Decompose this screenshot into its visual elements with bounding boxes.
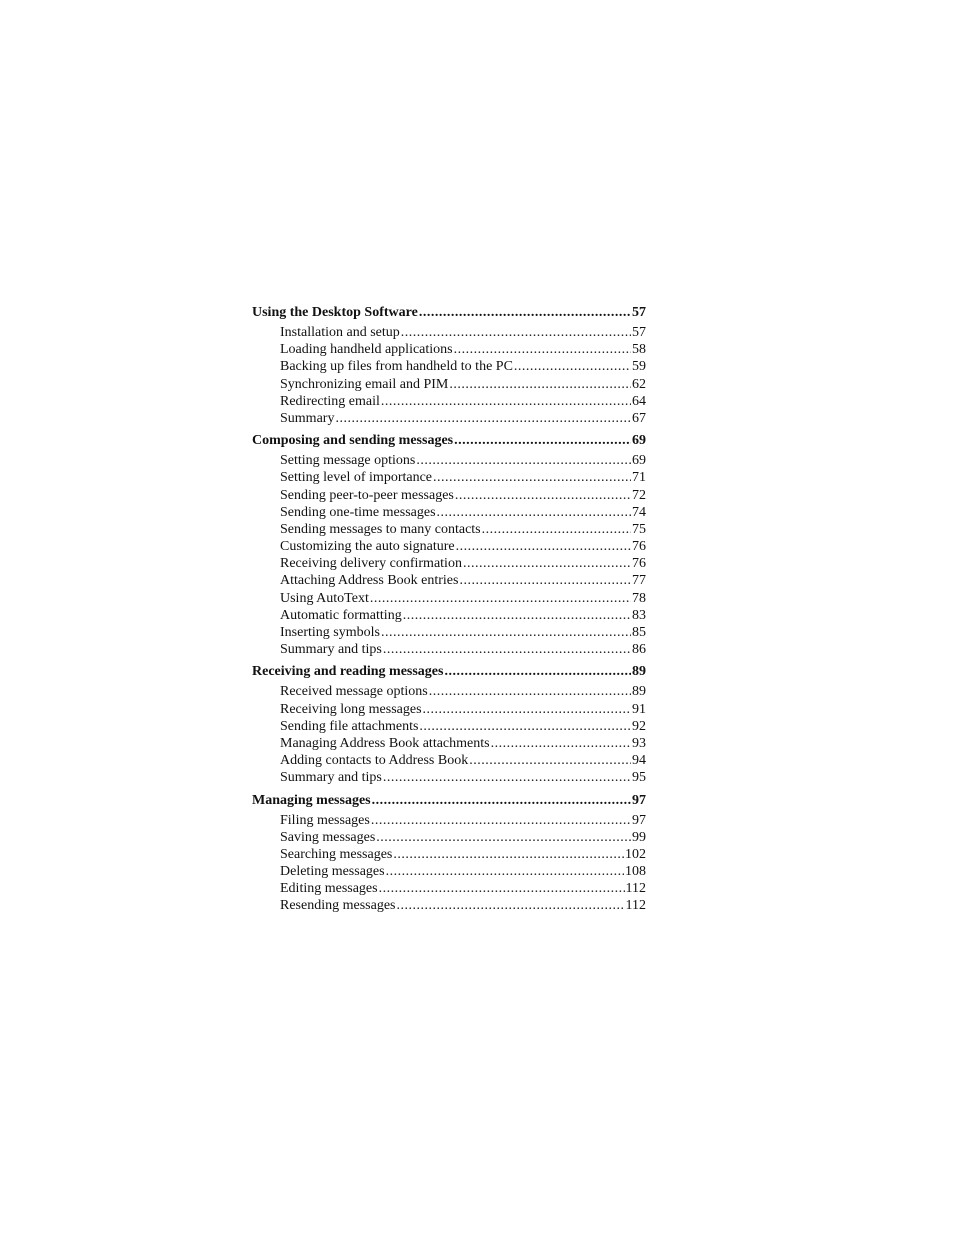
toc-entry-title: Searching messages (280, 846, 393, 862)
toc-entry-title: Using AutoText (280, 590, 369, 606)
toc-entry-page-number: 86 (632, 642, 646, 658)
toc-chapter (252, 304, 646, 322)
toc-entry-page-number: 99 (632, 829, 646, 845)
dot-leader (383, 769, 631, 786)
toc-entry (252, 735, 646, 752)
toc-entry (252, 358, 646, 375)
toc-entry (252, 590, 646, 607)
toc-section (252, 663, 646, 786)
toc-entry-page-number: 93 (632, 735, 646, 751)
toc-entry-title: Loading handheld applications (280, 342, 453, 358)
dot-leader (454, 432, 631, 450)
toc-chapter-page-number: 97 (632, 792, 646, 808)
toc-entry-title: Deleting messages (280, 864, 385, 880)
toc-entry-page-number: 72 (632, 487, 646, 503)
toc-entry-title: Receiving long messages (280, 701, 422, 717)
dot-leader (372, 792, 631, 810)
toc-entry-page-number: 71 (632, 470, 646, 486)
dot-leader (386, 863, 624, 880)
toc-entry-title: Installation and setup (280, 325, 400, 340)
dot-leader (514, 358, 631, 375)
toc-entry-page-number: 64 (632, 393, 646, 409)
toc-chapter (252, 432, 646, 450)
dot-leader (444, 663, 631, 681)
toc-entry (252, 487, 646, 504)
dot-leader (419, 718, 631, 735)
toc-entry-title: Backing up files from handheld to the PC (280, 359, 513, 375)
toc-entry-title: Synchronizing email and PIM (280, 376, 449, 392)
toc-entry-page-number: 112 (625, 898, 646, 914)
toc-entry (252, 521, 646, 538)
toc-entry-title: Attaching Address Book entries (280, 573, 459, 589)
toc-entry (252, 897, 646, 914)
toc-entry-page-number: 76 (632, 539, 646, 555)
dot-leader (482, 521, 631, 538)
toc-entry-page-number: 78 (632, 590, 646, 606)
toc-entry-title: Sending messages to many contacts (280, 521, 481, 537)
toc-entry-title: Customizing the auto signature (280, 539, 455, 555)
toc-entry (252, 555, 646, 572)
dot-leader (383, 641, 631, 658)
toc-entry-title: Saving messages (280, 829, 376, 845)
toc-chapter (252, 663, 646, 681)
toc-entry (252, 812, 646, 829)
toc-entry-title: Adding contacts to Address Book (280, 753, 469, 769)
toc-entry-page-number: 108 (625, 864, 646, 880)
toc-entry (252, 572, 646, 589)
toc-entry-title: Sending file attachments (280, 718, 419, 734)
toc-entry-page-number: 77 (632, 573, 646, 589)
toc-section (252, 432, 646, 658)
toc-entry-title: Sending one-time messages (280, 504, 436, 520)
dot-leader (371, 812, 631, 829)
toc-entry-title: Setting level of importance (280, 470, 433, 486)
toc-entry (252, 846, 646, 863)
toc-entry-page-number: 57 (632, 325, 646, 340)
dot-leader (379, 880, 625, 897)
toc-entry (252, 376, 646, 393)
dot-leader (381, 393, 631, 410)
toc-entry-page-number: 97 (632, 812, 646, 828)
toc-entry (252, 469, 646, 486)
dot-leader (449, 376, 631, 393)
toc-entry-page-number: 102 (625, 846, 646, 862)
toc-entry-title: Summary and tips (280, 642, 382, 658)
toc-entry (252, 880, 646, 897)
toc-entry-title: Setting message options (280, 453, 416, 469)
toc-entry-page-number: 94 (632, 753, 646, 769)
toc-entry (252, 624, 646, 641)
dot-leader (463, 555, 631, 572)
toc-entry (252, 641, 646, 658)
dot-leader (416, 452, 631, 469)
toc-entry (252, 683, 646, 700)
toc-entry-page-number: 58 (632, 342, 646, 358)
toc-entry-page-number: 74 (632, 504, 646, 520)
toc-entry-page-number: 91 (632, 701, 646, 717)
toc-section (252, 304, 646, 427)
toc-entry-page-number: 92 (632, 718, 646, 734)
toc-entry-page-number: 62 (632, 376, 646, 392)
toc-entry-title: Managing Address Book attachments (280, 735, 490, 751)
toc-entry-page-number: 83 (632, 607, 646, 623)
toc-chapter-title: Managing messages (252, 792, 371, 808)
dot-leader (491, 735, 631, 752)
dot-leader (454, 341, 631, 358)
toc-entry-title: Resending messages (280, 898, 396, 914)
toc-section (252, 792, 646, 915)
dot-leader (469, 752, 631, 769)
toc-entry-title: Redirecting email (280, 393, 380, 409)
toc-entry (252, 410, 646, 427)
toc-entry (252, 752, 646, 769)
toc-entry (252, 863, 646, 880)
dot-leader (429, 683, 631, 700)
toc-entry-title: Summary and tips (280, 770, 382, 786)
toc-entry (252, 607, 646, 624)
dot-leader (396, 897, 624, 914)
dot-leader (437, 504, 631, 521)
toc-entry-page-number: 75 (632, 521, 646, 537)
dot-leader (423, 701, 631, 718)
dot-leader (403, 607, 631, 624)
toc-chapter-page-number: 89 (632, 664, 646, 680)
toc-entry-page-number: 76 (632, 556, 646, 572)
dot-leader (401, 324, 631, 341)
toc-entry-title: Filing messages (280, 812, 370, 828)
toc-entry-page-number: 85 (632, 625, 646, 640)
toc-chapter-page-number: 69 (632, 433, 646, 449)
dot-leader (459, 572, 631, 589)
toc-entry-page-number: 67 (632, 410, 646, 426)
toc-chapter (252, 792, 646, 810)
toc-entry (252, 829, 646, 846)
toc-entry (252, 452, 646, 469)
toc-entry (252, 324, 646, 341)
toc-entry (252, 393, 646, 410)
dot-leader (370, 590, 631, 607)
toc-chapter-page-number: 57 (632, 305, 646, 320)
toc-entry-title: Receiving delivery confirmation (280, 556, 462, 572)
dot-leader (419, 304, 631, 322)
toc-entry-title: Sending peer-to-peer messages (280, 487, 454, 503)
dot-leader (381, 624, 631, 641)
toc-entry-page-number: 112 (625, 881, 646, 897)
toc-entry-page-number: 59 (632, 359, 646, 375)
toc-chapter-title: Composing and sending messages (252, 433, 454, 449)
toc-entry-page-number: 95 (632, 770, 646, 786)
toc-entry (252, 718, 646, 735)
toc-entry-page-number: 89 (632, 684, 646, 700)
dot-leader (455, 487, 631, 504)
toc-entry-page-number: 69 (632, 453, 646, 469)
toc-entry-title: Summary (280, 410, 335, 426)
toc-entry-title: Editing messages (280, 881, 378, 897)
toc-chapter-title: Receiving and reading messages (252, 664, 444, 680)
dot-leader (376, 829, 631, 846)
toc-entry (252, 341, 646, 358)
toc-entry-title: Received message options (280, 684, 428, 700)
dot-leader (393, 846, 624, 863)
toc-entry-title: Automatic formatting (280, 607, 402, 623)
dot-leader (433, 469, 631, 486)
toc-entry (252, 504, 646, 521)
toc-entry (252, 769, 646, 786)
toc-chapter-title: Using the Desktop Software (252, 305, 418, 320)
table-of-contents (252, 304, 646, 920)
toc-entry-title: Inserting symbols (280, 625, 380, 640)
toc-entry (252, 538, 646, 555)
toc-entry (252, 701, 646, 718)
dot-leader (335, 410, 631, 427)
dot-leader (456, 538, 631, 555)
